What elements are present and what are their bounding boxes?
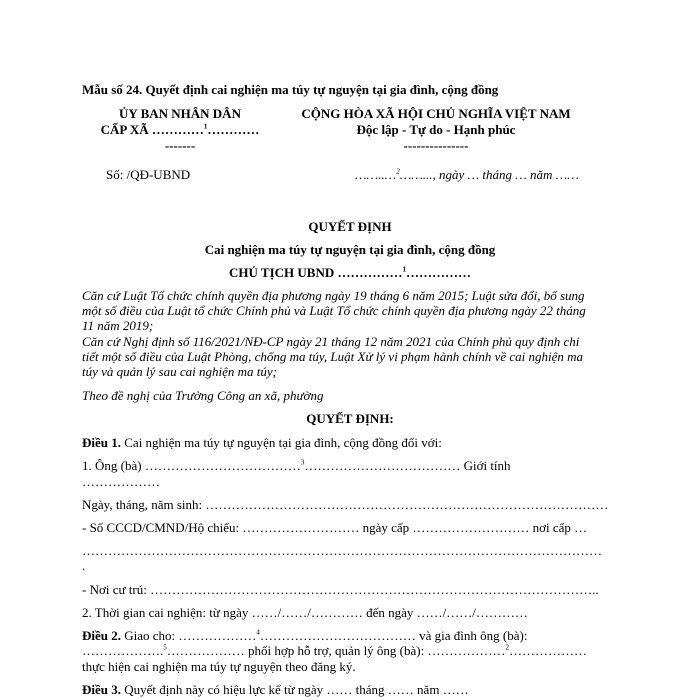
document-number: Số: /QĐ-UBND	[106, 167, 191, 182]
proposal-line: Theo đề nghị của Trưởng Công an xã, phường	[82, 388, 324, 403]
gender-field: ………………	[82, 474, 160, 489]
decision-subtitle: Cai nghiện ma túy tự nguyện tại gia đình, cộng đồng	[204, 242, 496, 257]
decision-title: QUYẾT ĐỊNH	[308, 219, 392, 234]
basis-line: một số điều của Luật tổ chức Chính phủ và Luật Tổ chức chính quyền địa phương ngày 22 tháng	[82, 303, 586, 318]
basis-line: 11 năm 2019;	[82, 318, 154, 333]
id-line: - Số CCCD/CMND/Hộ chiếu: ……………………… ngày cấp ……………………… nơi cấp …	[82, 520, 588, 535]
article-2: Điều 2. Giao cho: ………………$^4$……………………………… và gia đình ông (bà):	[82, 628, 528, 643]
basis-line: Căn cứ Luật Tổ chức chính quyền địa phương ngày 19 tháng 6 năm 2015; Luật sửa đổi, bổ sung	[82, 288, 585, 303]
nation-name: CỘNG HÒA XÃ HỘI CHỦ NGHĨA VIỆT NAM	[301, 106, 571, 121]
person-name-line: 1. Ông (bà) ………………………………$^3$……………………………… Giới tính	[82, 458, 511, 473]
article-1: Điều 1. Cai nghiện ma túy tự nguyện tại gia đình, cộng đồng đối với:	[82, 435, 442, 450]
basis-line: tiết một số điều của Luật Phòng, chống ma túy, Luật Xử lý vi phạm hành chính về cai nghiện ma	[82, 349, 584, 364]
basis-line: Căn cứ Nghị định số 116/2021/NĐ-CP ngày 21 tháng 12 năm 2021 của Chính phủ quy định chi	[82, 334, 580, 349]
left-divider: -------	[164, 138, 196, 153]
article-2-line-2: ……………….$^5$……………… phối hợp hỗ trợ, quản lý ông (bà): ………………$^2$………………	[82, 643, 587, 658]
chairman-line: CHỦ TỊCH UBND ……………$^1$……………	[229, 265, 471, 280]
id-continuation: …………………………………………………………………………………………………………	[82, 543, 602, 558]
committee-name: ỦY BAN NHÂN DÂN	[119, 106, 241, 121]
residence-line: - Nơi cư trú: …………………………………………………………………………………………..	[82, 582, 599, 597]
period-line: 2. Thời gian cai nghiện: từ ngày ……/……/………… đến ngày ……/……/…………	[82, 605, 528, 620]
decide-heading: QUYẾT ĐỊNH:	[306, 411, 394, 426]
dob-line: Ngày, tháng, năm sinh: …………………………………………………………………………………	[82, 497, 609, 512]
id-continuation-end: .	[82, 558, 86, 573]
place-date-line: ……..…$^2$……..., ngày … tháng … năm ……	[355, 167, 579, 182]
basis-line: túy và quản lý sau cai nghiện ma túy;	[82, 364, 277, 379]
commune-level: CẤP XÃ …………$^1$…………	[100, 122, 260, 137]
form-title: Mẫu số 24. Quyết định cai nghiện ma túy tự nguyện tại gia đình, cộng đồng	[82, 82, 499, 97]
article-2-line-3: thực hiện cai nghiện ma túy tự nguyện theo đăng ký.	[82, 659, 356, 674]
right-divider: ---------------	[403, 138, 469, 153]
national-motto: Độc lập - Tự do - Hạnh phúc	[356, 122, 516, 137]
article-3: Điều 3. Quyết định này có hiệu lực kể từ ngày …… tháng …… năm ……	[82, 682, 469, 697]
